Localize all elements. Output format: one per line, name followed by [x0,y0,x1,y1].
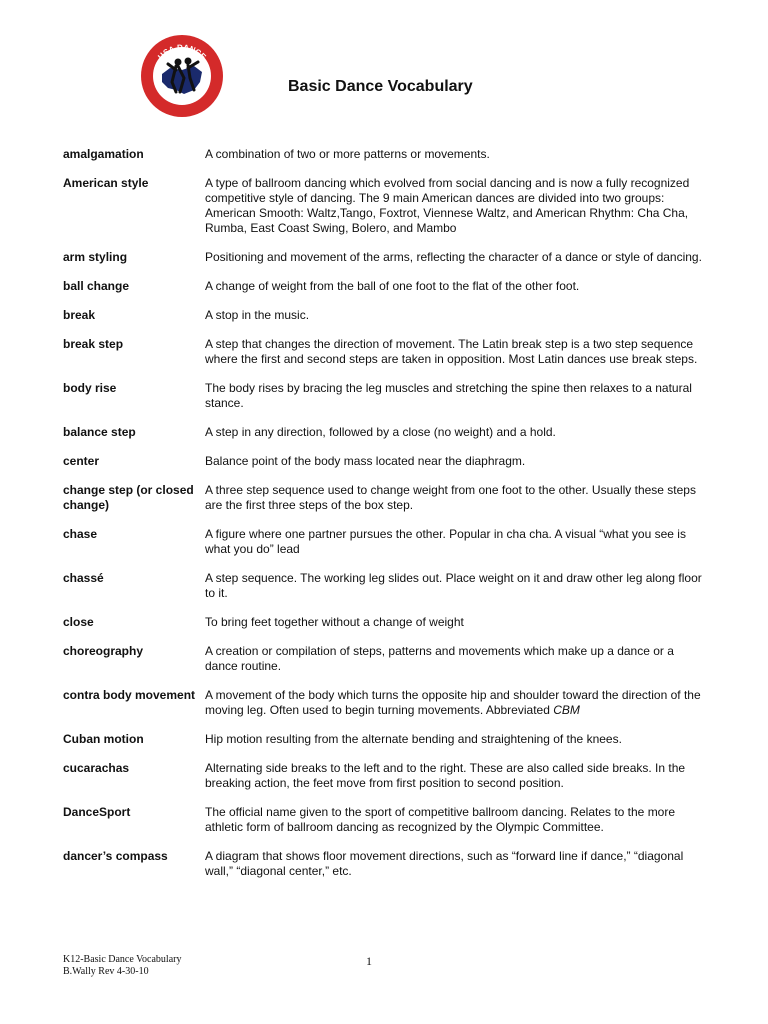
usa-dance-logo [140,34,224,118]
glossary-entry [63,571,713,601]
glossary-definition: Positioning and movement of the arms, reflecting the character of a dance or style of dancing. [205,250,702,264]
glossary-definition: The official name given to the sport of competitive ballroom dancing. Relates to the more athletic form of ballroom dancing as recognized by the Olympic Committee. [205,805,676,834]
glossary-entry [63,761,713,791]
glossary-definition: Hip motion resulting from the alternate bending and straightening of the knees. [205,732,622,746]
glossary-definition: The body rises by bracing the leg muscles and stretching the spine then relaxes to a natural stance. [205,381,692,410]
glossary-definition: A figure where one partner pursues the other. Popular in cha cha. A visual “what you see is what you do” lead [205,527,686,556]
glossary-term: arm styling [63,250,128,264]
page-number: 1 [366,954,372,968]
glossary-definition: To bring feet together without a change of weight [205,615,464,629]
glossary-term: break [63,308,96,322]
glossary-entry [63,250,713,265]
glossary-term: Cuban motion [63,732,144,746]
glossary-entry [63,644,713,674]
page-title: Basic Dance Vocabulary [288,78,473,95]
glossary-term: DanceSport [63,805,131,819]
glossary-definition: A change of weight from the ball of one foot to the flat of the other foot. [205,279,580,293]
glossary-entry [63,176,713,236]
glossary-definition: A step sequence. The working leg slides out. Place weight on it and draw other leg along floor to it. [205,571,702,600]
logo-text: USA DANCE [156,42,208,62]
glossary-term: change step (or closed change) [63,483,194,512]
glossary-term: chase [63,527,98,541]
definition-abbreviation: CBM [553,703,580,717]
glossary-definition: A combination of two or more patterns or movements. [205,147,490,161]
glossary-entry [63,425,713,440]
footer-revision: B.Wally Rev 4-30-10 [63,966,149,977]
glossary-entry [63,279,713,294]
glossary-definition: A three step sequence used to change weight from one foot to the other. Usually these steps are the first three steps of the box step. [205,483,696,512]
glossary-entry [63,483,713,513]
definition-text: A movement of the body which turns the opposite hip and shoulder toward the direction of the moving leg. Often used to begin turning movements. Abbreviated [205,688,701,717]
glossary-definition: A stop in the music. [205,308,310,322]
glossary-entry [63,805,713,835]
glossary-term: ball change [63,279,130,293]
glossary-term: chassé [63,571,104,585]
glossary-term: choreography [63,644,144,658]
glossary-definition [205,688,705,718]
glossary-term: body rise [63,381,117,395]
glossary-entry [63,615,713,630]
glossary-term: center [63,454,100,468]
glossary-definition: A type of ballroom dancing which evolved from social dancing and is now a fully recognized competitive style of dancing. The 9 main American dances are divided into two groups: American Smooth: Waltz,Tango, Foxtrot, Viennese Waltz, and American Rhythm: Cha Cha, Rumba, East Coast Swing, Bolero, and Mambo [205,176,690,235]
glossary-entry [63,147,713,162]
glossary-term: dancer’s compass [63,849,168,863]
glossary-entry [63,849,713,879]
glossary-definition: A step that changes the direction of movement. The Latin break step is a two step sequence where the first and second steps are taken in opposition. Most Latin dances use break steps. [205,337,698,366]
footer-document-name: K12-Basic Dance Vocabulary [63,954,182,965]
glossary-entry [63,732,713,747]
glossary-entry [63,688,713,718]
glossary-term: balance step [63,425,136,439]
glossary-entry [63,337,713,367]
glossary-definition: Alternating side breaks to the left and to the right. These are also called side breaks. In the breaking action, the feet move from first position to second position. [205,761,686,790]
glossary-entry [63,381,713,411]
glossary-definition: Balance point of the body mass located near the diaphragm. [205,454,526,468]
glossary-entry [63,527,713,557]
glossary-entry [63,454,713,469]
glossary-term: American style [63,176,149,190]
glossary-definition: A creation or compilation of steps, patterns and movements which make up a dance or a dance routine. [205,644,674,673]
glossary-term: contra body movement [63,688,196,702]
glossary-term: close [63,615,94,629]
glossary-term: cucarachas [63,761,130,775]
glossary-entry [63,308,713,323]
glossary-list [63,147,713,879]
glossary-definition: A step in any direction, followed by a close (no weight) and a hold. [205,425,556,439]
glossary-term: break step [63,337,124,351]
glossary-definition: A diagram that shows floor movement directions, such as “forward line if dance,” “diagonal wall,” “diagonal center,” etc. [205,849,684,878]
document-footer [63,954,181,978]
glossary-term: amalgamation [63,147,144,161]
